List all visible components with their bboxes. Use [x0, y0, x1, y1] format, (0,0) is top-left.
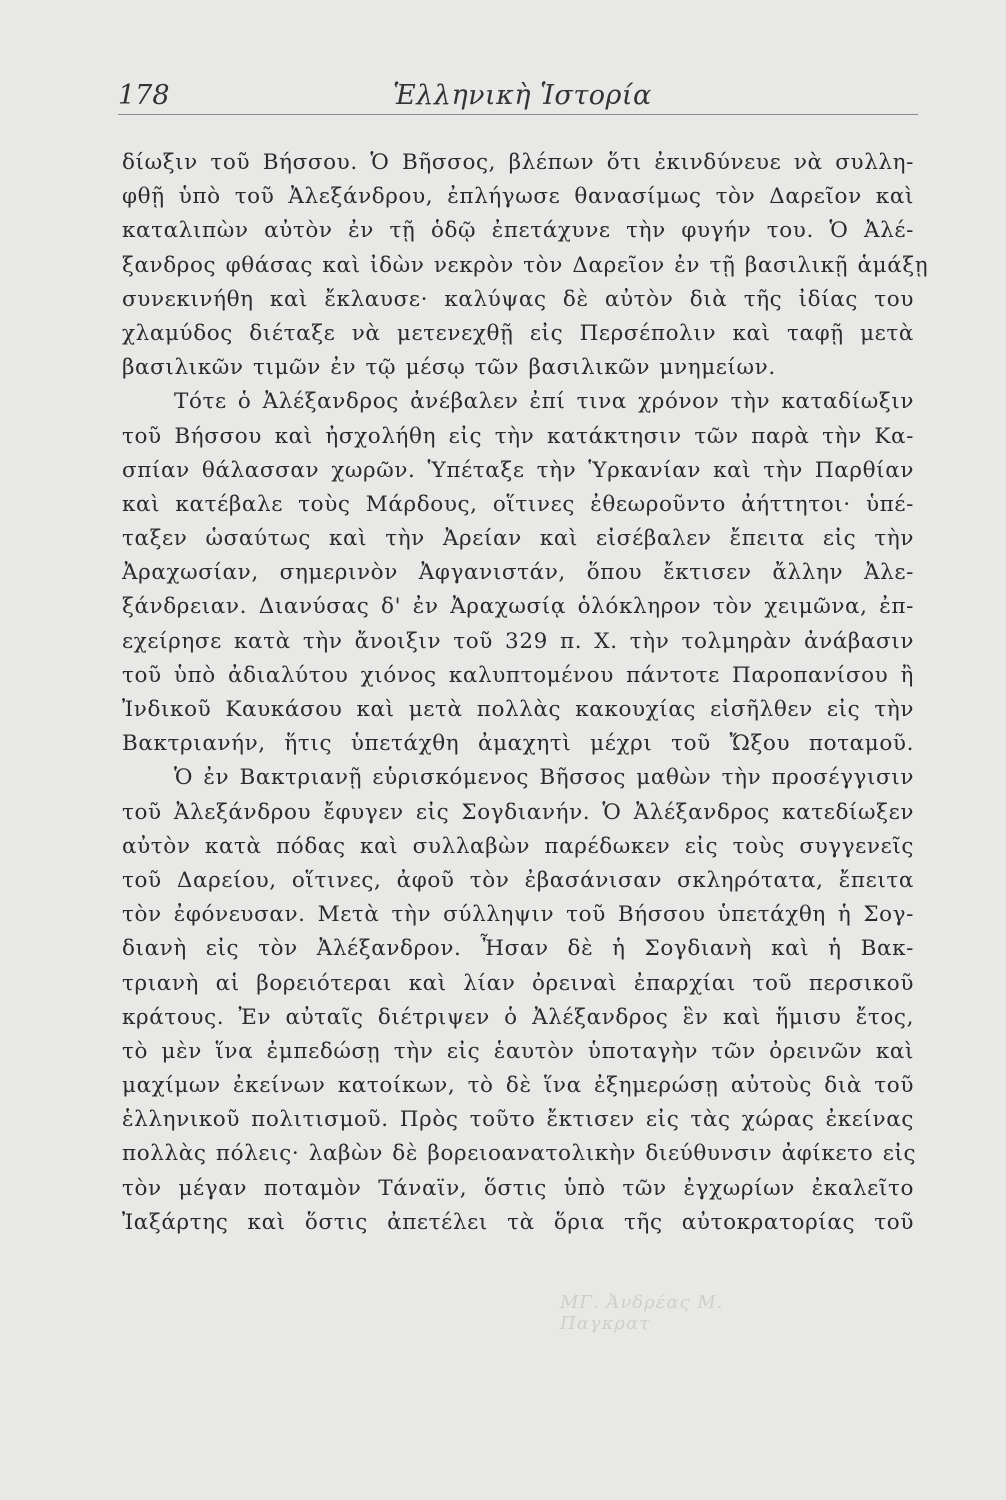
- text-line: τοῦ Ἀλεξάνδρου ἔφυγεν εἰς Σογδιανήν. Ὁ Ἀλέξανδρος κατεδίωξεν: [122, 799, 914, 825]
- text-line: ξάνδρειαν. Διανύσας δ' ἐν Ἀραχωσίᾳ ὁλόκληρον τὸν χειμῶνα, ἐπ-: [122, 594, 914, 620]
- text-line: συνεκινήθη καὶ ἔκλαυσε· καλύψας δὲ αὐτὸν διὰ τῆς ἰδίας του: [122, 286, 914, 312]
- text-line: εχείρησε κατὰ τὴν ἄνοιξιν τοῦ 329 π. Χ. τὴν τολμηρὰν ἀνάβασιν: [122, 628, 914, 654]
- bleed-through-text: ΜΓ. Ἀνδρέας Μ. Παγκρατ: [560, 1292, 724, 1334]
- text-line: τοῦ ὑπὸ ἀδιαλύτου χιόνος καλυπτομένου πάντοτε Παροπανίσου ἢ: [122, 662, 914, 688]
- text-line: φθῇ ὑπὸ τοῦ Ἀλεξάνδρου, ἐπλήγωσε θανασίμως τὸν Δαρεῖον καὶ: [122, 184, 914, 210]
- text-line: σπίαν θάλασσαν χωρῶν. Ὑπέταξε τὴν Ὑρκανίαν καὶ τὴν Παρθίαν: [122, 457, 914, 483]
- text-line: κράτους. Ἐν αὐταῖς διέτριψεν ὁ Ἀλέξανδρος ἓν καὶ ἥμισυ ἔτος,: [122, 1004, 914, 1030]
- text-line: Ὁ ἐν Βακτριανῇ εὑρισκόμενος Βῆσσος μαθὼν τὴν προσέγγισιν: [174, 765, 914, 791]
- header-rule: [118, 114, 918, 115]
- text-line: διανὴ εἰς τὸν Ἀλέξανδρον. Ἦσαν δὲ ἡ Σογδιανὴ καὶ ἡ Βακ-: [122, 936, 914, 962]
- text-line: τὸ μὲν ἵνα ἐμπεδώσῃ τὴν εἰς ἑαυτὸν ὑποταγὴν τῶν ὀρεινῶν καὶ: [122, 1038, 914, 1064]
- running-title: Ἑλληνικὴ Ἱστορία: [393, 80, 652, 111]
- text-line: μαχίμων ἐκείνων κατοίκων, τὸ δὲ ἵνα ἐξημερώσῃ αὐτοὺς διὰ τοῦ: [122, 1073, 914, 1099]
- text-line: αὐτὸν κατὰ πόδας καὶ συλλαβὼν παρέδωκεν εἰς τοὺς συγγενεῖς: [122, 833, 914, 859]
- text-line: Βακτριανήν, ἥτις ὑπετάχθη ἀμαχητὶ μέχρι τοῦ Ὤξου ποταμοῦ.: [122, 731, 914, 757]
- text-line: πολλὰς πόλεις· λαβὼν δὲ βορειοανατολικὴν διεύθυνσιν ἀφίκετο εἰς: [122, 1141, 917, 1167]
- page-number: 178: [118, 80, 170, 111]
- text-line: ἑλληνικοῦ πολιτισμοῦ. Πρὸς τοῦτο ἔκτισεν εἰς τὰς χώρας ἐκείνας: [122, 1107, 914, 1133]
- text-line: τριανὴ αἱ βορειότεραι καὶ λίαν ὀρειναὶ ἐπαρχίαι τοῦ περσικοῦ: [122, 970, 914, 996]
- text-line: Ἀραχωσίαν, σημερινὸν Ἀφγανιστάν, ὅπου ἔκτισεν ἄλλην Ἀλε-: [122, 560, 914, 586]
- text-line: τοῦ Δαρείου, οἵτινες, ἀφοῦ τὸν ἐβασάνισαν σκληρότατα, ἔπειτα: [122, 867, 914, 893]
- text-line: τὸν ἐφόνευσαν. Μετὰ τὴν σύλληψιν τοῦ Βήσσου ὑπετάχθη ἡ Σογ-: [122, 902, 914, 928]
- text-line: Ἰνδικοῦ Καυκάσου καὶ μετὰ πολλὰς κακουχίας εἰσῆλθεν εἰς τὴν: [122, 697, 914, 722]
- text-line: βασιλικῶν τιμῶν ἐν τῷ μέσῳ τῶν βασιλικῶν μνημείων.: [122, 355, 776, 381]
- text-line: τοῦ Βήσσου καὶ ἠσχολήθη εἰς τὴν κατάκτησιν τῶν παρὰ τὴν Κα-: [122, 423, 914, 449]
- text-line: καταλιπὼν αὐτὸν ἐν τῇ ὁδῷ ἐπετάχυνε τὴν φυγήν του. Ὁ Ἀλέ-: [122, 218, 914, 244]
- text-line: ξανδρος φθάσας καὶ ἰδὼν νεκρὸν τὸν Δαρεῖον ἐν τῇ βασιλικῇ ἁμάξῃ: [122, 252, 929, 278]
- text-line: Ἰαξάρτης καὶ ὅστις ἀπετέλει τὰ ὅρια τῆς αὐτοκρατορίας τοῦ: [122, 1209, 914, 1235]
- text-line: Τότε ὁ Ἀλέξανδρος ἀνέβαλεν ἐπί τινα χρόνον τὴν καταδίωξιν: [174, 389, 914, 415]
- text-line: καὶ κατέβαλε τοὺς Μάρδους, οἵτινες ἐθεωροῦντο ἀήττητοι· ὑπέ-: [122, 491, 914, 517]
- text-line: ταξεν ὡσαύτως καὶ τὴν Ἀρείαν καὶ εἰσέβαλεν ἔπειτα εἰς τὴν: [122, 526, 914, 552]
- body-text: [122, 146, 929, 1240]
- text-line: τὸν μέγαν ποταμὸν Τάναϊν, ὅστις ὑπὸ τῶν ἐγχωρίων ἐκαλεῖτο: [122, 1175, 914, 1201]
- text-line: δίωξιν τοῦ Βήσσου. Ὁ Βῆσσος, βλέπων ὅτι ἐκινδύνευε νὰ συλλη-: [122, 150, 914, 175]
- text-line: χλαμύδος διέταξε νὰ μετενεχθῇ εἰς Περσέπολιν καὶ ταφῇ μετὰ: [122, 320, 914, 346]
